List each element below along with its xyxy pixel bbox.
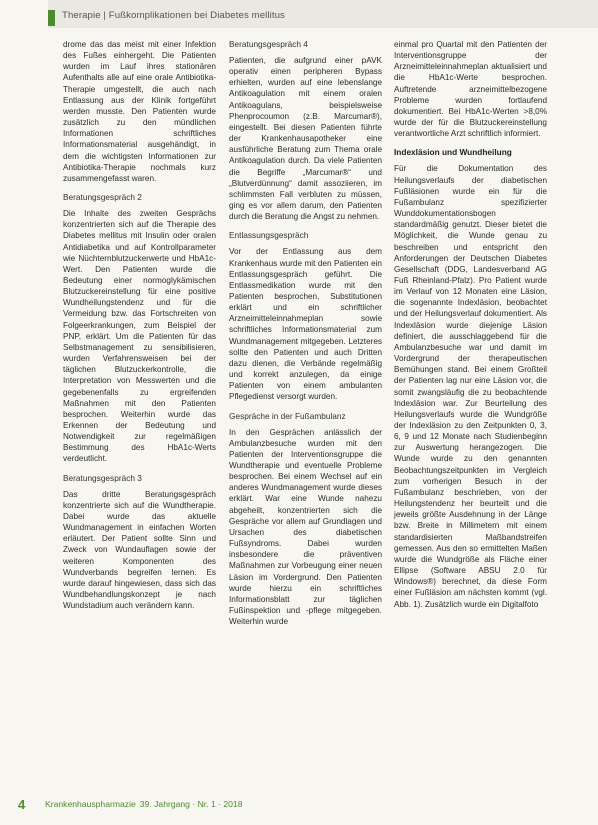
paragraph: einmal pro Quartal mit den Patienten der Interventionsgruppe der Arzneimitteleinnahmeplan aktualisiert und die HbA1c-Werte besprochen. Auftretende arzneimittelbezogene Probleme wurden fortlaufend dokumentiert. Bei HbA1c-Werten >8,0% wurde der für die Blutzuckereinstellung verantwortliche Arzt schriftlich informiert. <box>394 40 547 139</box>
section-heading: Entlassungsgespräch <box>229 230 309 241</box>
paragraph: Vor der Entlassung aus dem Krankenhaus wurde mit den Patienten ein Entlassungsgespräch geführt. Die Entlassmedikation wurde mit den Patienten besprochen, Substitutionen erklärt und ein schriftlicher Arzneimitteleinnahmeplan sowie schriftliches Informationsmaterial zum Wundmanagement mitgegeben. Letzteres sollte den Patienten und auch Dritten dazu dienen, die Verbände regelmäßig und korrekt anzulegen, da einige Patienten von einem ambulanten Pflegedienst versorgt wurden. <box>229 247 382 402</box>
text-column-1 <box>63 39 216 617</box>
paragraph: drome das das meist mit einer Infektion des Fußes einhergeht. Die Patienten wurden im Lauf ihres stationären Aufenthalts alle auf eine orale Antibiotika-Therapie umgestellt, die auch nach Entlassung aus der Klinik fortgeführt werden musste. Den Patienten wurde zusätzlich zu den mündlichen Informationen schriftliches Informationsmaterial ausgehändigt, in dem die wichtigsten Informationen zur Antibiotika-Therapie nochmals kurz zusammengefasst waren. <box>63 40 216 183</box>
section-heading: Beratungsgespräch 2 <box>63 192 142 203</box>
text-column-2 <box>229 39 382 633</box>
section-heading: Gespräche in der Fußambulanz <box>229 410 346 421</box>
running-header: Therapie | Fußkomplikationen bei Diabetes mellitus <box>62 10 285 21</box>
header-accent-bar <box>48 10 55 26</box>
section-heading: Indexläsion und Wundheilung <box>394 147 512 158</box>
paragraph: Die Inhalte des zweiten Gesprächs konzentrierten sich auf die Therapie des Diabetes mellitus mit Insulin oder oralen Antidiabetika und auf Kontrollparameter wie Nüchternblutzuckerwerte und HbA1c-Wert. Den Patienten wurde die Bedeutung einer normoglykämischen Blutzuckereinstellung für eine positive Wundheilungstendenz und für die Vermeidung bzw. das Fortschreiten von Folgeerkrankungen, zum Beispiel der PNP, erklärt. Um die Patienten für das Selbstmanagement zu sensibilisieren, wurden Verfahrensweisen bei der täglichen Blutzuckerkontrolle, die Interpretation von Messwerten und die gegebenenfalls zu ergreifenden Maßnahmen mit den Patienten besprochen. Weiterhin wurde das Erkennen der Bedeutung und Notwendigkeit zur regelmäßigen Bestimmung des HbA1c-Werts verdeutlicht. <box>63 209 216 464</box>
paragraph: Für die Dokumentation des Heilungsverlaufs der diabetischen Fußläsionen wurde ein für die Fußambulanz spezifizierter Wunddokumentationsbogen standardmäßig genutzt. Dieser bietet die Möglichkeit, die Wunde genau zu beschreiben und entspricht den Anforderungen der Deutschen Diabetes Gesellschaft (DDG, Landesverband AG Fuß Rheinland-Pfalz). Pro Patient wurde im Verlauf von 12 Monaten eine Läsion, die sogenannte Indexläsion, beobachtet und der Heilungsverlauf dokumentiert. Als Indexläsion wurde diejenige Läsion definiert, die ausschlaggebend für die Ambulanzbesuche war und damit im Vordergrund der therapeutischen Bemühungen stand. Bei einem Großteil der Patienten lag nur eine Läsion vor, die somit zwangsläufig die zu beobachtende Indexläsion war. Zur Beurteilung des Heilungsverlaufs wurde die Wundgröße der Indexläsion zu den Zeitpunkten 0, 3, 6, 9 und 12 Monate nach Studienbeginn zur Auswertung herangezogen. Die Wunde wurde zu den genannten Beobachtungszeitpunkten im Vergleich zum vorherigen Besuch in der Fußambulanz beschrieben, von der Heilungstendenz her beurteilt und die jeweils größte Ausdehnung in der Länge bzw. Breite in Millimetern mit einem standardisierten Maßbandstreifen gemessen. Aus den so ermittelten Maßen wurde die Wundgröße als Fläche einer Ellipse (Software ABSU 2.0 für Windows®) berechnet, da diese Form einer Fußläsion am nächsten kommt (vgl. Abb. 1). Zusätzlich wurde ein Digitalfoto <box>394 164 547 609</box>
page-number: 4 <box>18 797 26 812</box>
paragraph: In den Gesprächen anlässlich der Ambulanzbesuche wurden mit den Patienten der Interventionsgruppe die Wundtherapie und eventuelle Probleme besprochen. Bei einem Wechsel auf ein anderes Wundmanagement wurde dieses erklärt. War eine Wunde nahezu abgeheilt, konzentrierten sich die Gespräche vor allem auf Grundlagen und Ursachen des diabetischen Fußsyndroms. Dabei wurden insbesondere die präventiven Maßnahmen zur Vorbeugung einer neuen Läsion im Vordergrund. Den Patienten wurde hierzu ein schriftliches Informationsblatt zur täglichen Fußinspektion und -pflege mitgegeben. Weiterhin wurde <box>229 427 382 627</box>
section-heading: Beratungsgespräch 3 <box>63 472 142 483</box>
paragraph: Das dritte Beratungsgespräch konzentrierte sich auf die Wundtherapie. Dabei wurde das aktuelle Wundmanagement in einfachen Worten erläutert. Der Patient sollte Sinn und Zweck von Wundauflagen sowie der weiteren Komponenten des Wundverbands begreifen lernen. Es wurde darauf hingewiesen, dass sich das Wundbehandlungskonzept je nach Wundstadium auch verändern kann. <box>63 489 216 611</box>
journal-name: Krankenhauspharmazie <box>45 799 136 809</box>
paragraph: Patienten, die aufgrund einer pAVK operativ einen peripheren Bypass erhielten, wurden auf eine lebenslange Antikoagulation mit einem oralen Antikoagulans, beispielsweise Phenprocoumon (z.B. Marcumar®), eingestellt. Bei diesen Patienten führte der Krankenhausapotheker eine ausführliche Beratung zum Thema orale Antikoagulation durch. Da viele Patienten die Begriffe „Marcumar®“ und „Blutverdünnung“ damit assoziieren, im schlimmsten Fall verbluten zu müssen, ging es vor allem darum, den Patienten durch die Beratung die Angst zu nehmen. <box>229 56 382 222</box>
journal-issue: 39. Jahrgang · Nr. 1 · 2018 <box>139 799 243 809</box>
section-heading: Beratungsgespräch 4 <box>229 39 308 49</box>
text-column-3 <box>394 39 547 616</box>
footer-journal <box>45 799 243 809</box>
